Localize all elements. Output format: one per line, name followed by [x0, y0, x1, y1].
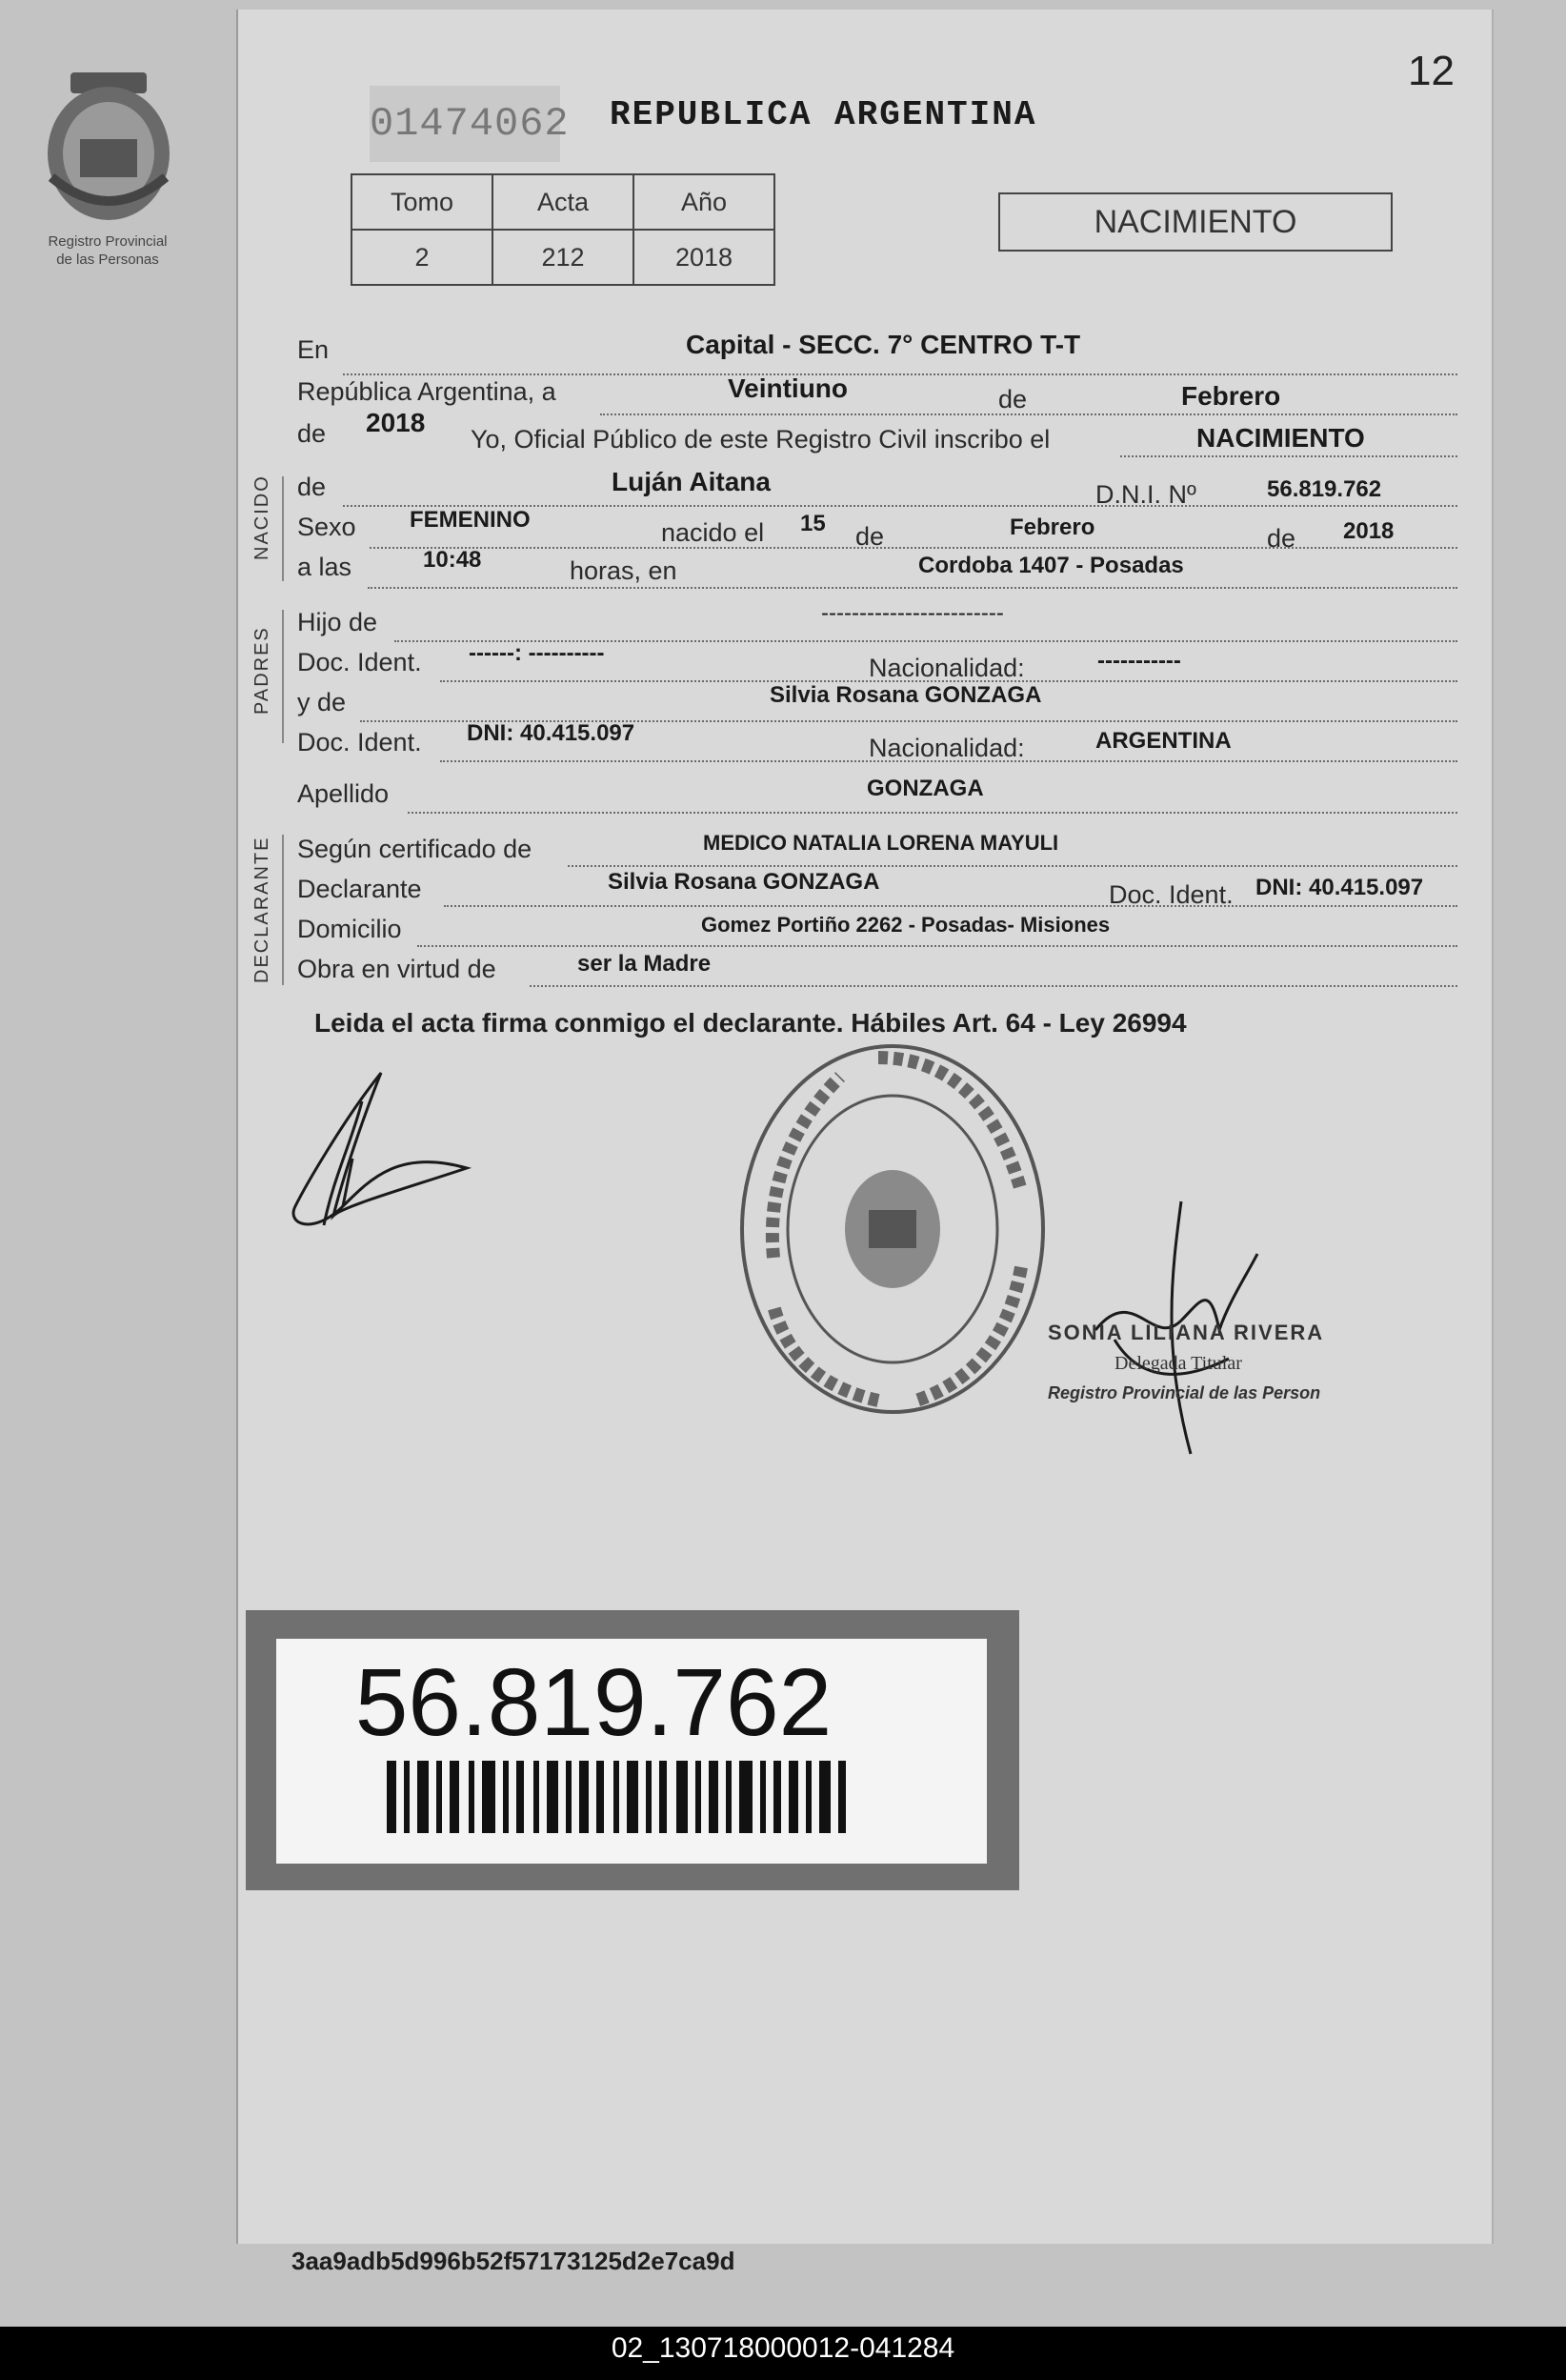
dotted-line	[600, 413, 1457, 415]
label-doc-ident-declarant: Doc. Ident.	[1109, 880, 1234, 909]
section-label-nacido: NACIDO	[251, 474, 272, 560]
label-de-year2: de	[1267, 524, 1296, 553]
official-seal	[735, 1039, 1050, 1420]
label-republica: República Argentina, a	[297, 377, 556, 406]
value-mother-nationality: ARGENTINA	[1095, 728, 1232, 754]
value-declarant: Silvia Rosana GONZAGA	[608, 869, 880, 895]
label-de-year: de	[297, 419, 327, 448]
value-mother-doc: DNI: 40.415.097	[467, 720, 635, 746]
dotted-line	[1120, 455, 1457, 457]
table-value-tomo: 2	[351, 230, 492, 285]
value-mother: Silvia Rosana GONZAGA	[770, 682, 1042, 708]
section-label-padres: PADRES	[251, 626, 272, 715]
value-birth-time: 10:48	[423, 547, 482, 573]
value-month: Febrero	[1181, 381, 1281, 411]
value-year: 2018	[366, 408, 426, 437]
value-certificate: MEDICO NATALIA LORENA MAYULI	[703, 831, 1059, 855]
value-birth-year: 2018	[1343, 518, 1395, 544]
table-header-acta: Acta	[492, 174, 633, 230]
dotted-line	[444, 905, 1457, 907]
section-divider	[282, 835, 284, 985]
coat-of-arms-logo	[32, 63, 185, 225]
label-de-month: de	[855, 522, 885, 551]
official-role: Delegada Titular	[1114, 1353, 1242, 1374]
document-hash: 3aa9adb5d996b52f57173125d2e7ca9d	[291, 2247, 735, 2275]
declarant-signature	[286, 1063, 486, 1254]
label-de-name: de	[297, 473, 327, 501]
label-apellido: Apellido	[297, 779, 390, 808]
value-declarant-doc: DNI: 40.415.097	[1255, 875, 1424, 900]
record-type-box: NACIMIENTO	[998, 192, 1393, 252]
footer-code: 02_130718000012-041284	[611, 2332, 955, 2364]
value-act: NACIMIENTO	[1196, 423, 1365, 453]
value-address: Gomez Portiño 2262 - Posadas- Misiones	[701, 913, 1111, 937]
table-header-anio: Año	[633, 174, 774, 230]
label-a-las: a las	[297, 553, 352, 581]
dotted-line	[568, 865, 1457, 867]
label-doc-ident-father: Doc. Ident.	[297, 648, 422, 676]
official-registry: Registro Provincial de las Person	[1048, 1383, 1321, 1402]
sticker-number: 56.819.762	[354, 1649, 833, 1756]
label-segun: Según certificado de	[297, 835, 532, 863]
value-father-nationality: -----------	[1097, 648, 1181, 674]
value-birth-day: 15	[800, 511, 826, 536]
dotted-line	[343, 373, 1457, 375]
dotted-line	[417, 945, 1457, 947]
table-header-tomo: Tomo	[351, 174, 492, 230]
official-name: SONIA LILIANA RIVERA	[1048, 1321, 1325, 1344]
country-title: REPUBLICA ARGENTINA	[610, 95, 1037, 134]
label-en: En	[297, 335, 330, 364]
label-domicilio: Domicilio	[297, 915, 402, 943]
page-number: 12	[1408, 48, 1455, 94]
serial-number: 01474062	[370, 86, 560, 162]
label-yo: Yo, Oficial Público de este Registro Civil inscribo el	[471, 425, 1051, 454]
barcode	[387, 1761, 853, 1833]
dotted-line	[408, 812, 1457, 814]
value-place: Capital - SECC. 7° CENTRO T-T	[686, 330, 1081, 359]
label-declarante: Declarante	[297, 875, 422, 903]
value-name: Luján Aitana	[612, 467, 771, 496]
label-nacido-el: nacido el	[661, 518, 765, 547]
value-sex: FEMENINO	[410, 507, 531, 533]
value-dni: 56.819.762	[1267, 476, 1382, 502]
value-day-words: Veintiuno	[728, 373, 848, 403]
value-birth-place: Cordoba 1407 - Posadas	[918, 553, 1184, 578]
record-table	[351, 173, 775, 286]
label-hijo-de: Hijo de	[297, 608, 378, 636]
label-horas-en: horas, en	[570, 556, 677, 585]
value-surname: GONZAGA	[867, 776, 984, 801]
value-birth-month: Febrero	[1010, 514, 1095, 540]
label-de: de	[998, 385, 1028, 413]
label-y-de: y de	[297, 688, 347, 716]
section-divider	[282, 476, 284, 581]
registry-caption: Registro Provincial de las Personas	[48, 233, 168, 268]
label-dni: D.N.I. Nº	[1095, 480, 1196, 509]
closing-statement: Leida el acta firma conmigo el declarante. Hábiles Art. 64 - Ley 26994	[314, 1008, 1187, 1038]
label-nacionalidad-mother: Nacionalidad:	[869, 734, 1025, 762]
value-father-doc: ------: ----------	[469, 640, 605, 666]
label-obra: Obra en virtud de	[297, 955, 496, 983]
label-sexo: Sexo	[297, 513, 356, 541]
dotted-line	[368, 587, 1457, 589]
section-label-declarante: DECLARANTE	[251, 836, 272, 983]
dotted-line	[530, 985, 1457, 987]
label-nacionalidad-father: Nacionalidad:	[869, 654, 1025, 682]
table-value-acta: 212	[492, 230, 633, 285]
value-by-virtue: ser la Madre	[577, 951, 712, 977]
section-divider	[282, 610, 284, 743]
label-doc-ident-mother: Doc. Ident.	[297, 728, 422, 756]
value-father: ------------------------	[821, 600, 1004, 626]
table-value-anio: 2018	[633, 230, 774, 285]
